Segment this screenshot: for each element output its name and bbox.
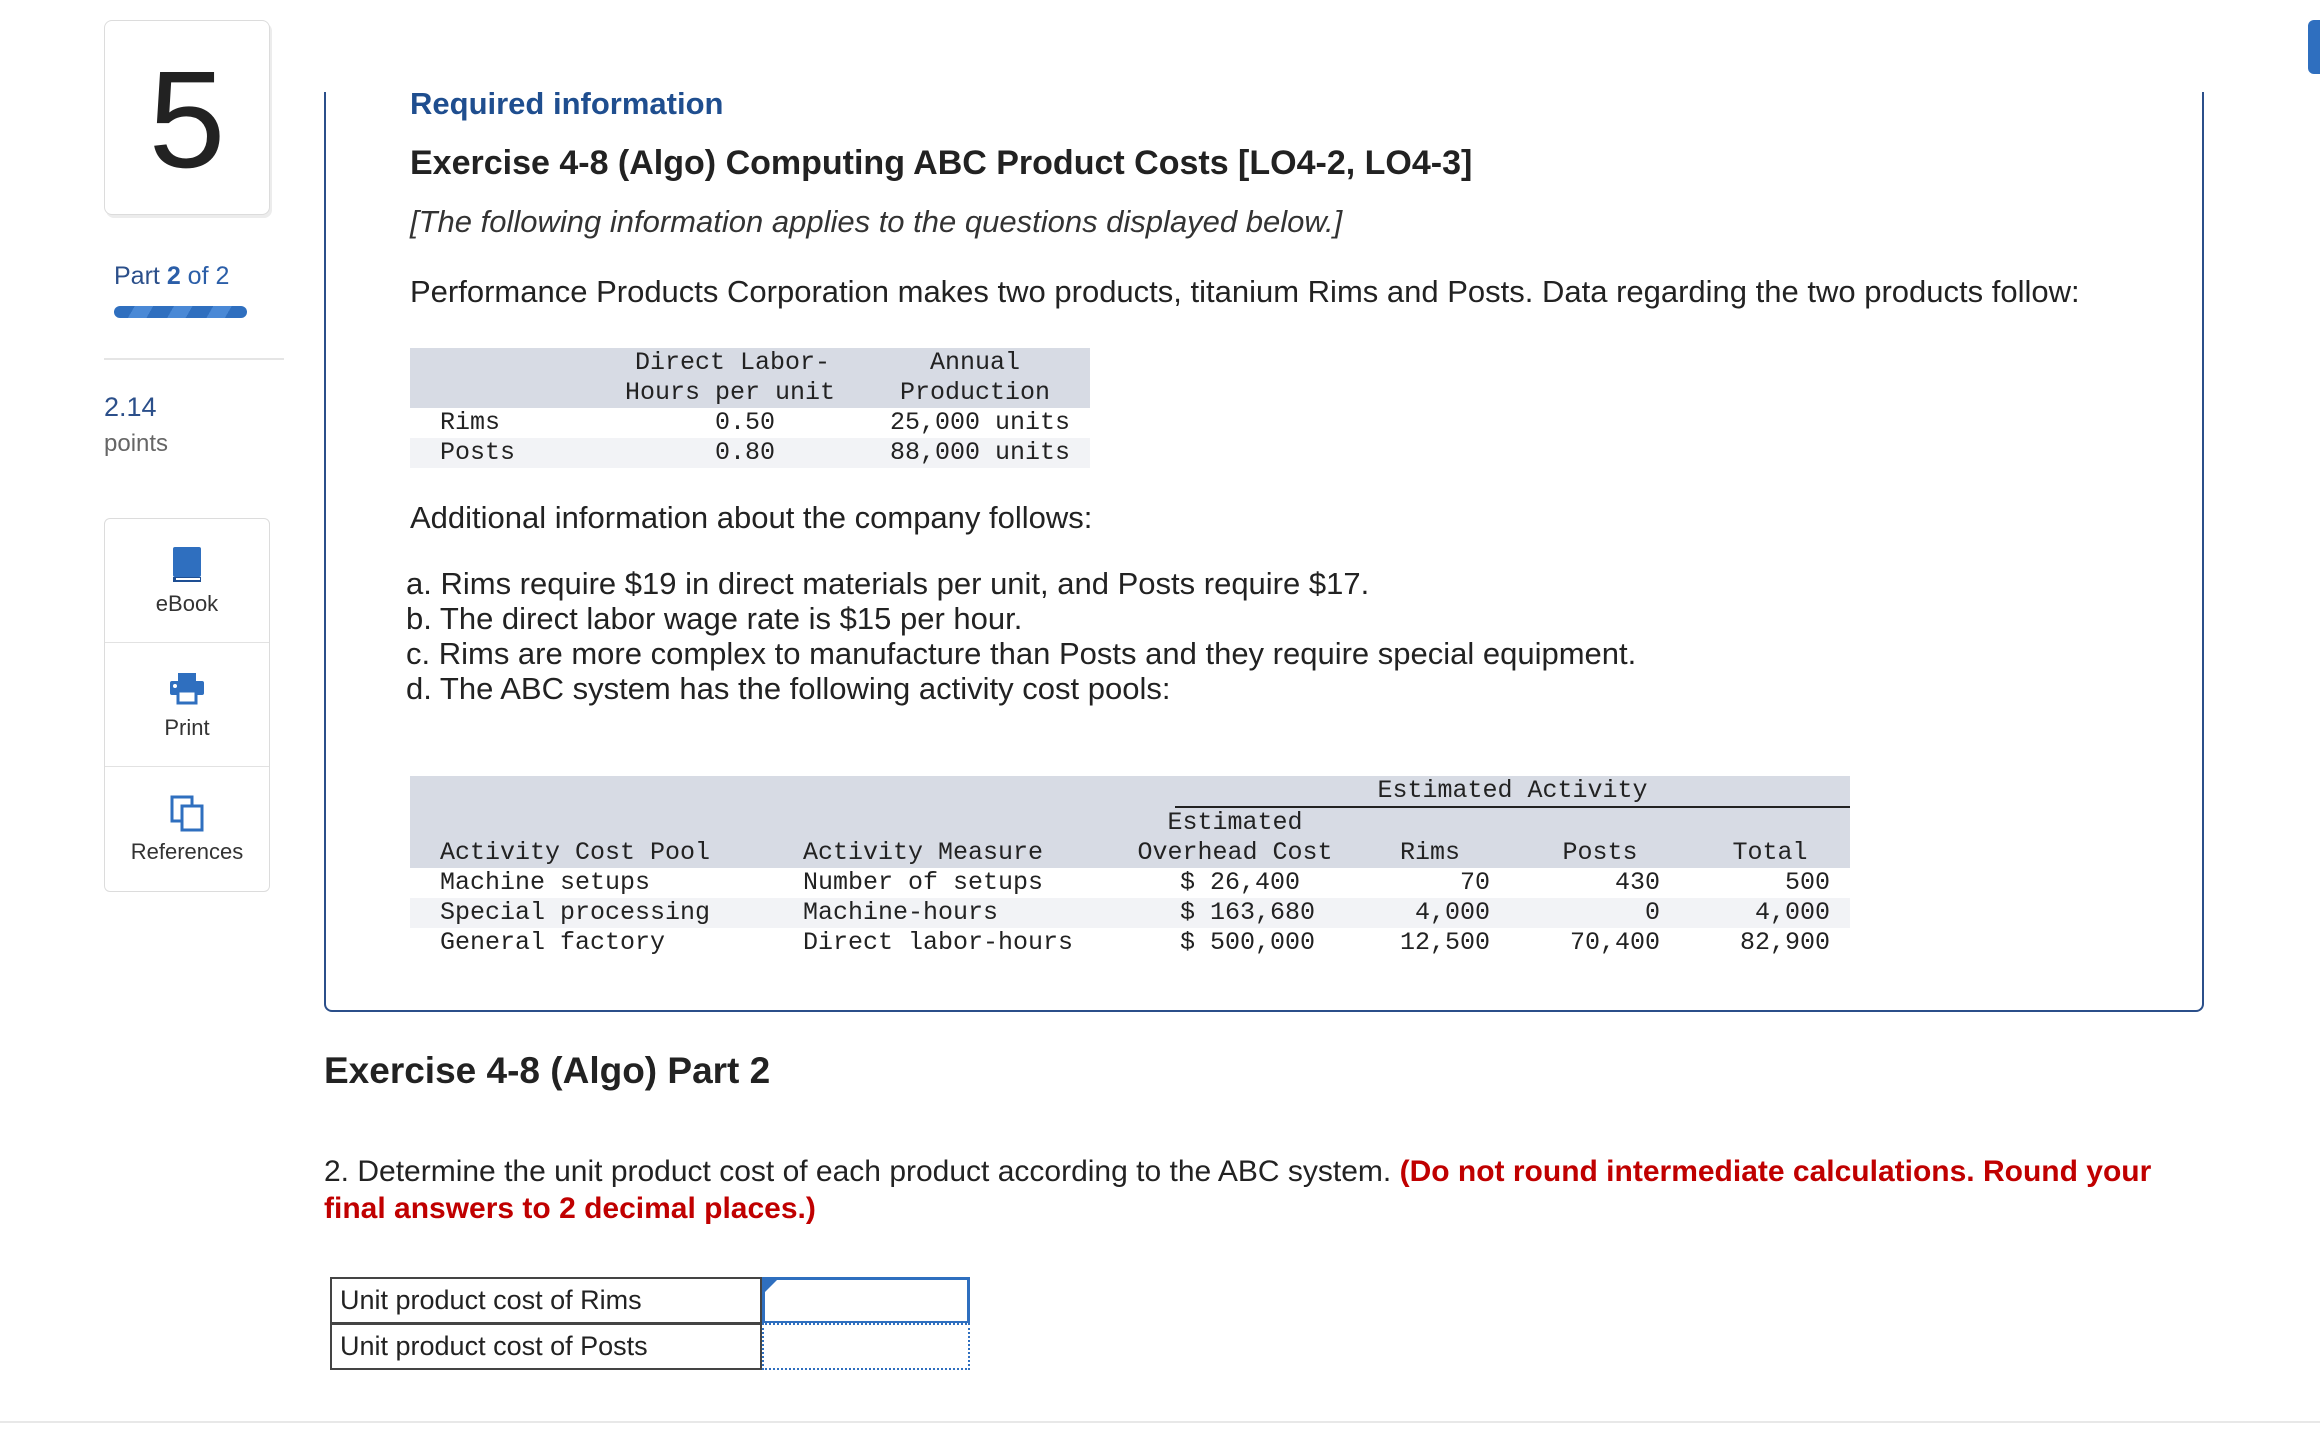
activity-row-cost: $ 26,400 bbox=[1180, 868, 1301, 897]
part-word: Part bbox=[114, 262, 160, 290]
product-row-production: 25,000 units bbox=[889, 408, 1070, 437]
bottom-divider bbox=[0, 1421, 2320, 1423]
part-progress-bar bbox=[114, 306, 247, 318]
header-direct-labor-2: Hours per unit bbox=[625, 378, 836, 407]
copy-icon bbox=[167, 793, 207, 833]
side-panel-tab[interactable] bbox=[2308, 20, 2320, 74]
activity-row-posts: 0 bbox=[1644, 898, 1660, 927]
activity-row-rims: 12,500 bbox=[1399, 928, 1490, 957]
posts-unit-cost-input[interactable] bbox=[762, 1323, 970, 1370]
part-indicator bbox=[114, 262, 229, 291]
question-text bbox=[324, 1153, 2164, 1227]
rims-unit-cost-input[interactable] bbox=[762, 1277, 970, 1324]
book-icon bbox=[167, 545, 207, 585]
question-number-card bbox=[104, 20, 270, 215]
print-button[interactable] bbox=[105, 643, 269, 767]
printer-icon bbox=[167, 669, 207, 709]
points-value: 2.14 bbox=[104, 392, 157, 422]
activity-row-pool: General factory bbox=[440, 928, 666, 957]
activity-row-total: 4,000 bbox=[1754, 898, 1830, 927]
ebook-button[interactable] bbox=[105, 519, 269, 643]
additional-info-text: Additional information about the company follows: bbox=[410, 500, 1093, 535]
product-row-hours: 0.50 bbox=[714, 408, 775, 437]
activity-row-cost: $ 163,680 bbox=[1180, 898, 1316, 927]
list-item: a. Rims require $19 in direct materials per unit, and Posts require $17. bbox=[406, 566, 1370, 601]
list-item: b. The direct labor wage rate is $15 per hour. bbox=[406, 601, 1023, 636]
question-number: 5 bbox=[148, 43, 226, 197]
tools-panel bbox=[104, 518, 270, 892]
header-total: Total bbox=[1732, 838, 1808, 867]
print-label: Print bbox=[164, 715, 210, 740]
exercise-subtitle: [The following information applies to the questions displayed below.] bbox=[410, 204, 1343, 239]
exercise-title: Exercise 4-8 (Algo) Computing ABC Product Costs [LO4-2, LO4-3] bbox=[410, 144, 1473, 182]
part-total: of 2 bbox=[187, 262, 230, 290]
product-row-name: Posts bbox=[440, 438, 516, 467]
header-rims: Rims bbox=[1399, 838, 1460, 867]
estimated-activity-header: Estimated Activity bbox=[1377, 776, 1648, 805]
points-label: points bbox=[104, 430, 169, 457]
header-measure: Activity Measure bbox=[803, 838, 1044, 867]
part2-title: Exercise 4-8 (Algo) Part 2 bbox=[324, 1050, 771, 1091]
required-information-heading: Required information bbox=[410, 86, 724, 121]
ebook-label: eBook bbox=[155, 591, 219, 616]
activity-row-rims: 4,000 bbox=[1414, 898, 1490, 927]
header-pool: Activity Cost Pool bbox=[440, 838, 711, 867]
answer-label-rims: Unit product cost of Rims bbox=[330, 1277, 762, 1324]
references-button[interactable] bbox=[105, 767, 269, 891]
product-row-production: 88,000 units bbox=[889, 438, 1070, 467]
activity-row-pool: Special processing bbox=[440, 898, 711, 927]
activity-row-posts: 430 bbox=[1614, 868, 1660, 897]
answer-label-posts: Unit product cost of Posts bbox=[330, 1323, 762, 1370]
product-row-hours: 0.80 bbox=[714, 438, 775, 467]
flag-icon bbox=[765, 1280, 777, 1292]
list-item: c. Rims are more complex to manufacture than Posts and they require special equipment. bbox=[406, 636, 1637, 671]
references-label: References bbox=[130, 839, 244, 864]
activity-row-rims: 70 bbox=[1459, 868, 1490, 897]
activity-row-measure: Direct labor-hours bbox=[803, 928, 1074, 957]
header-estimated: Estimated bbox=[1167, 808, 1303, 837]
activity-row-measure: Machine-hours bbox=[803, 898, 999, 927]
product-row-name: Rims bbox=[440, 408, 501, 437]
activity-row-cost: $ 500,000 bbox=[1180, 928, 1316, 957]
header-annual-1: Annual bbox=[929, 348, 1020, 377]
sidebar-divider bbox=[104, 358, 284, 360]
activity-row-measure: Number of setups bbox=[803, 868, 1044, 897]
list-item: d. The ABC system has the following activity cost pools: bbox=[406, 671, 1171, 706]
part-current: 2 bbox=[166, 262, 181, 290]
activity-row-pool: Machine setups bbox=[440, 868, 651, 897]
rounding-instruction: (Do not round intermediate calculations. Round your final answers to 2 decimal places.) bbox=[324, 1155, 2152, 1225]
activity-row-total: 82,900 bbox=[1739, 928, 1830, 957]
activity-row-total: 500 bbox=[1784, 868, 1830, 897]
header-overhead-cost: Overhead Cost bbox=[1137, 838, 1333, 867]
header-annual-2: Production bbox=[899, 378, 1051, 407]
header-posts: Posts bbox=[1562, 838, 1638, 867]
header-direct-labor-1: Direct Labor- bbox=[635, 348, 831, 377]
activity-row-posts: 70,400 bbox=[1569, 928, 1660, 957]
info-list bbox=[406, 566, 1636, 706]
question-prompt: 2. Determine the unit product cost of each product according to the ABC system. bbox=[324, 1155, 1392, 1188]
intro-text: Performance Products Corporation makes two products, titanium Rims and Posts. Data regarding the two products follow: bbox=[410, 274, 2080, 309]
